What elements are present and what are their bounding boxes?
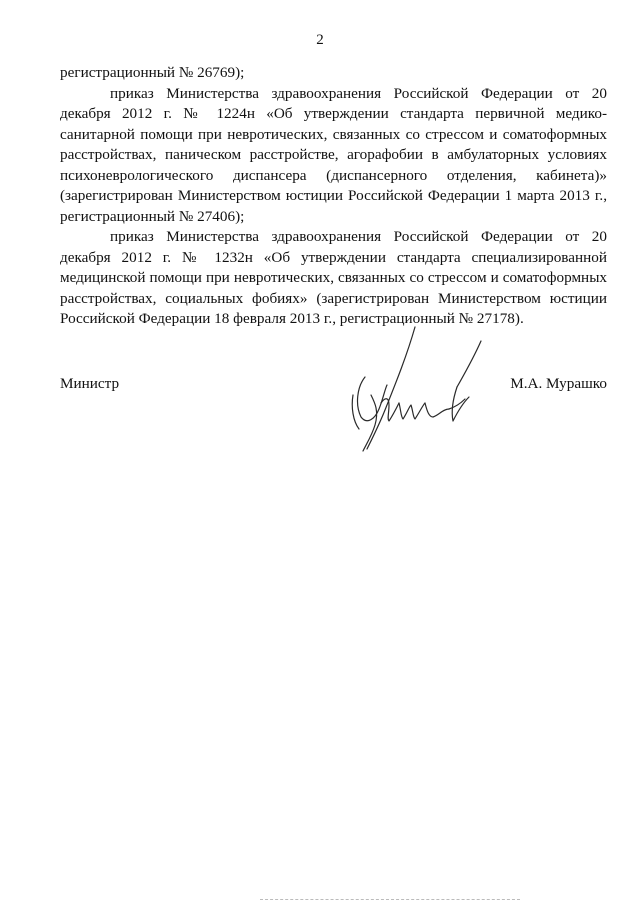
document-body [60,63,607,330]
paragraph-order-1224n: приказ Министерства здравоохранения Российской Федерации от 20 декабря 2012 г. № 1224н «Об утверждении стандарта первичной медико-санитарной помощи при невротических, связанных со стрессом и соматоформных расстройствах, паническом расстройстве, агорафобии в амбулаторных условиях психоневрологического диспансера (диспансерного отделения, кабинета)» (зарегистрирован Министерством юстиции Российской Федерации 1 марта 2013 г., регистрационный № 27406); [60,84,607,225]
signatory-name: М.А. Мурашко [510,375,607,392]
page-bottom-edge [260,899,520,901]
page-number: 2 [316,32,324,48]
signature-block [60,375,607,465]
handwritten-signature-icon [345,325,505,455]
paragraph-order-1232n: приказ Министерства здравоохранения Российской Федерации от 20 декабря 2012 г. № 1232н «Об утверждении стандарта специализированной медицинской помощи при невротических, связанных со стрессом и соматоформных расстройствах, социальных фобиях» (зарегистрирован Министерством юстиции Российской Федерации 18 февраля 2013 г., регистрационный № 27178). [60,228,607,327]
paragraph-registration-continuation: регистрационный № 26769); [60,64,245,81]
signatory-position: Министр [60,375,120,392]
